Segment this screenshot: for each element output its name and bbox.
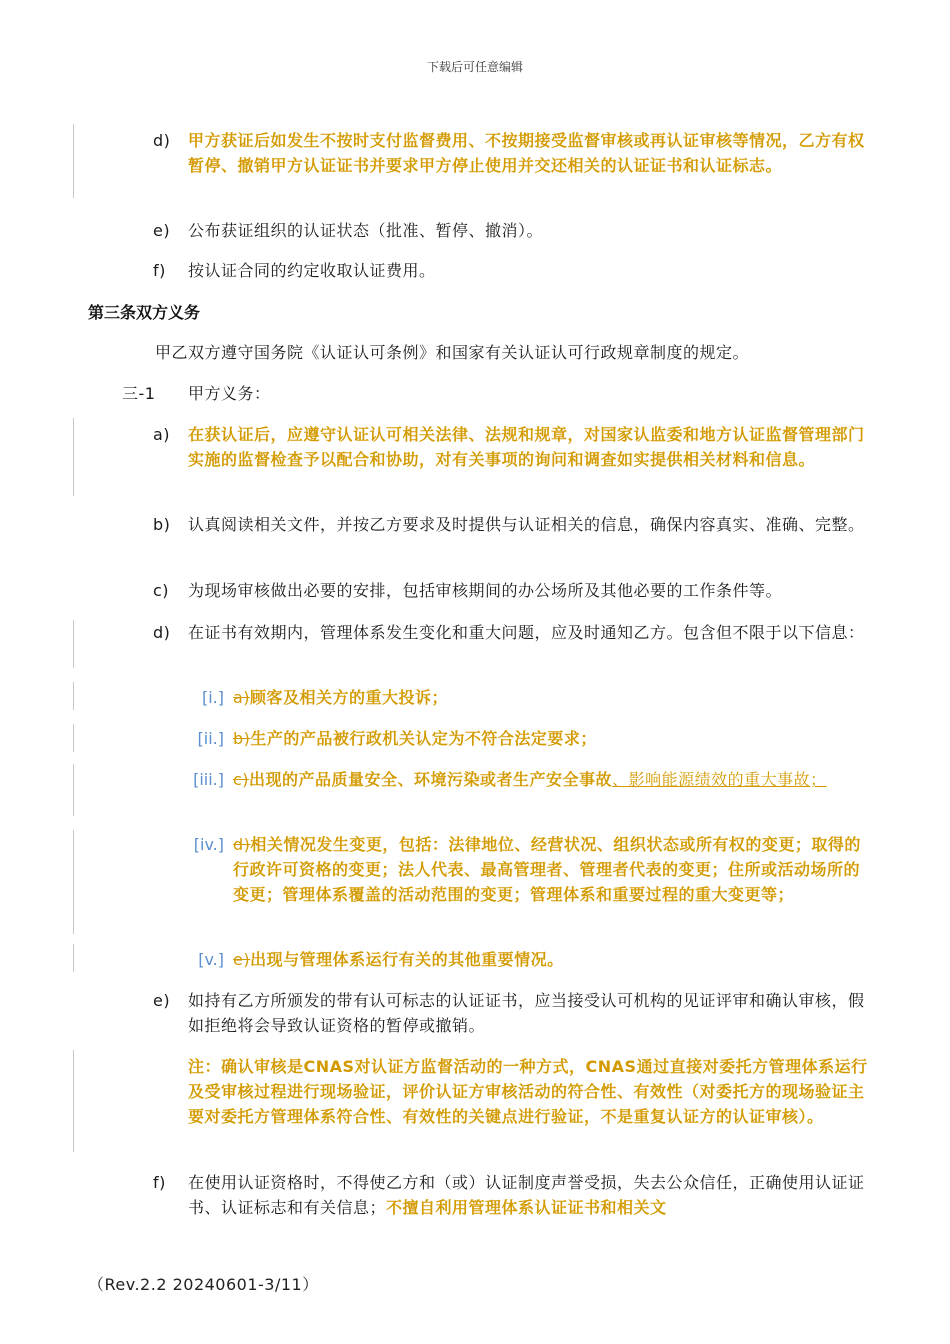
inserted-text: 、影响能源绩效的重大事故； [612, 770, 827, 789]
sublist-text: 出现的产品质量安全、环境污染或者生产安全事故 [249, 770, 613, 789]
list-label: d) [153, 623, 171, 642]
list-text: 在证书有效期内，管理体系发生变化和重大问题，应及时通知乙方。包含但不限于以下信息： [188, 623, 865, 642]
section-title: 第三条双方义务 [88, 303, 201, 322]
change-bar [73, 944, 74, 972]
list-text-highlight: 不擅自利用管理体系认证证书和相关文 [386, 1198, 667, 1217]
change-bar [73, 418, 74, 496]
section-intro: 甲乙双方遵守国务院《认证认可条例》和国家有关认证认可行政规章制度的规定。 [155, 343, 750, 362]
sublist-text: 出现与管理体系运行有关的其他重要情况。 [250, 950, 564, 969]
page-header: 下载后可任意编辑 [426, 60, 523, 74]
sublist-number: [iii.] [193, 770, 224, 789]
deleted-text: e) [233, 950, 251, 969]
note-paragraph: 注：确认审核是CNAS对认证方监督活动的一种方式，CNAS通过直接对委托方管理体系运行及受审核过程进行现场验证，评价认证方审核活动的符合性、有效性（对委托方的现场验证主要对委托方管理体系符合性、有效性的关键点进行验证，不是重复认证方的认证审核）。 [188, 1057, 868, 1126]
list-label: e) [153, 221, 171, 240]
deleted-text: c) [233, 770, 250, 789]
sublist-number: [i.] [201, 688, 224, 707]
deleted-text: d) [233, 835, 251, 854]
change-bar [73, 724, 74, 752]
list-text: 按认证合同的约定收取认证费用。 [188, 261, 436, 280]
change-bar [73, 124, 74, 198]
list-text: 在使用认证资格时，不得使乙方和（或）认证制度声誉受损，失去公众信任，正确使用认证证书、认证标志和有关信息； [188, 1173, 865, 1217]
change-bar [73, 620, 74, 668]
change-bar [73, 830, 74, 934]
sublist-number: [ii.] [197, 729, 224, 748]
list-label: c) [153, 581, 170, 600]
list-label: f) [153, 1173, 166, 1192]
list-text: 认真阅读相关文件，并按乙方要求及时提供与认证相关的信息，确保内容真实、准确、完整。 [188, 515, 865, 534]
list-text: 甲方获证后如发生不按时支付监督费用、不按期接受监督审核或再认证审核等情况，乙方有权暂停、撤销甲方认证证书并要求甲方停止使用并交还相关的认证证书和认证标志。 [188, 131, 865, 175]
sublist-item [233, 832, 868, 907]
list-label: f) [153, 261, 166, 280]
sublist-text: 顾客及相关方的重大投诉； [250, 688, 449, 707]
list-text: 如持有乙方所颁发的带有认可标志的认证证书，应当接受认可机构的见证评审和确认审核，假如拒绝将会导致认证资格的暂停或撤销。 [188, 991, 865, 1035]
deleted-text: b) [233, 729, 251, 748]
page-footer: （Rev.2.2 20240601-3/11） [88, 1275, 319, 1294]
subsection-title: 甲方义务： [188, 384, 271, 403]
sublist-text: 生产的产品被行政机关认定为不符合法定要求； [250, 729, 597, 748]
list-text: 公布获证组织的认证状态（批准、暂停、撤消）。 [188, 221, 544, 240]
list-text: 在获认证后，应遵守认证认可相关法律、法规和规章，对国家认监委和地方认证监督管理部门实施的监督检查予以配合和协助，对有关事项的询问和调查如实提供相关材料和信息。 [188, 425, 865, 469]
change-bar [73, 1050, 74, 1152]
subsection-number: 三-1 [122, 384, 156, 403]
list-label: a) [153, 425, 171, 444]
sublist-number: [v.] [198, 950, 224, 969]
deleted-text: a) [233, 688, 251, 707]
sublist-number: [iv.] [193, 835, 224, 854]
sublist-item [233, 947, 868, 972]
sublist-item [233, 685, 868, 710]
list-text: 为现场审核做出必要的安排，包括审核期间的办公场所及其他必要的工作条件等。 [188, 581, 783, 600]
sublist-item [233, 726, 868, 751]
sublist-item [233, 767, 868, 792]
list-label: b) [153, 515, 171, 534]
list-text-block [188, 1170, 868, 1220]
change-bar [73, 682, 74, 710]
sublist-text: 相关情况发生变更，包括：法律地位、经营状况、组织状态或所有权的变更；取得的行政许可资格的变更；法人代表、最高管理者、管理者代表的变更；住所或活动场所的变更；管理体系覆盖的活动范围的变更；管理体系和重要过程的重大变更等； [233, 835, 861, 904]
change-bar [73, 764, 74, 816]
list-label: e) [153, 991, 171, 1010]
list-label: d) [153, 131, 171, 150]
